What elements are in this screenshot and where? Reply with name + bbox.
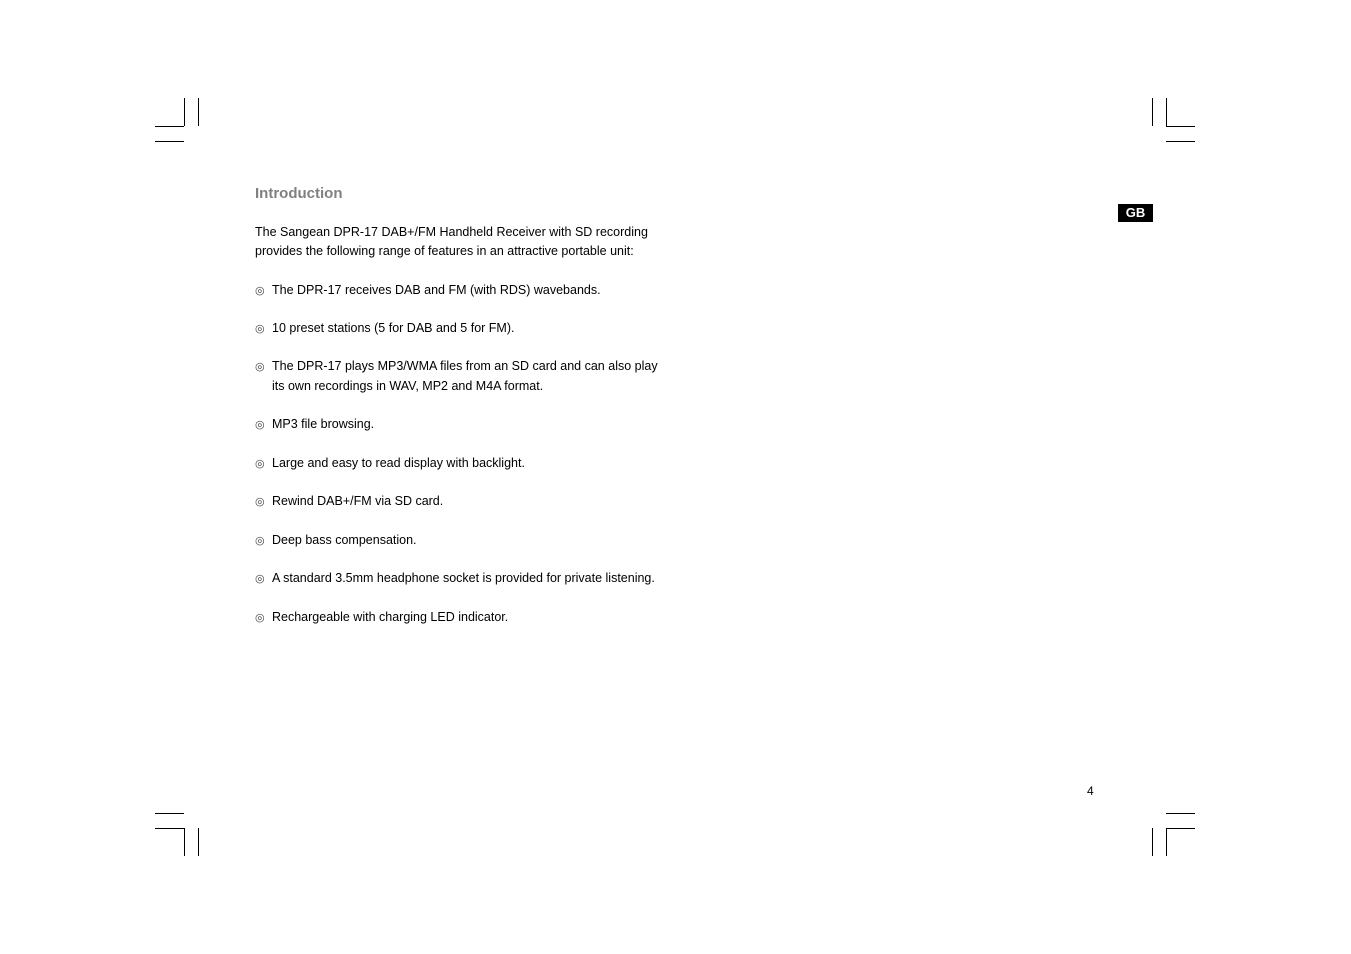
- crop-mark: [1166, 828, 1167, 856]
- crop-mark: [1166, 98, 1167, 126]
- double-circle-icon: ◎: [255, 535, 265, 547]
- feature-line: The DPR-17 receives DAB and FM (with RDS) wavebands.: [272, 283, 601, 297]
- feature-item: [255, 357, 658, 396]
- feature-line: Rewind DAB+/FM via SD card.: [272, 494, 444, 508]
- crop-mark: [155, 126, 184, 127]
- feature-line: The DPR-17 plays MP3/WMA files from an SD card and can also play: [272, 359, 658, 373]
- feature-item: [255, 492, 443, 513]
- crop-mark: [198, 98, 199, 126]
- double-circle-icon: ◎: [255, 361, 265, 373]
- feature-item: [255, 454, 525, 475]
- feature-text: [272, 319, 514, 339]
- feature-line: Large and easy to read display with backlight.: [272, 456, 525, 470]
- double-circle-icon: ◎: [255, 496, 265, 508]
- crop-mark: [155, 828, 184, 829]
- feature-item: [255, 415, 374, 436]
- feature-text: [272, 569, 655, 589]
- feature-line: Deep bass compensation.: [272, 533, 417, 547]
- crop-mark: [198, 828, 199, 856]
- feature-line: 10 preset stations (5 for DAB and 5 for FM).: [272, 321, 515, 335]
- section-title: Introduction: [255, 185, 343, 202]
- feature-text: [272, 454, 525, 474]
- feature-item: [255, 281, 601, 302]
- double-circle-icon: ◎: [255, 419, 265, 431]
- feature-text: [272, 357, 658, 396]
- feature-item: [255, 319, 514, 340]
- feature-text: [272, 608, 508, 628]
- double-circle-icon: ◎: [255, 285, 265, 297]
- crop-mark: [184, 828, 185, 856]
- feature-item: [255, 531, 417, 552]
- page-number: 4: [1087, 784, 1094, 798]
- feature-item: [255, 569, 655, 590]
- crop-mark: [155, 813, 184, 814]
- feature-line: MP3 file browsing.: [272, 417, 375, 431]
- double-circle-icon: ◎: [255, 612, 265, 624]
- crop-mark: [155, 141, 184, 142]
- feature-item: [255, 608, 508, 629]
- crop-mark: [1166, 141, 1195, 142]
- crop-mark: [1166, 813, 1195, 814]
- double-circle-icon: ◎: [255, 573, 265, 585]
- feature-line: A standard 3.5mm headphone socket is provided for private listening.: [272, 571, 655, 585]
- language-badge: GB: [1118, 204, 1153, 222]
- double-circle-icon: ◎: [255, 458, 265, 470]
- feature-text: [272, 281, 601, 301]
- intro-line: provides the following range of features in an attractive portable unit:: [255, 244, 634, 258]
- intro-line: The Sangean DPR-17 DAB+/FM Handheld Receiver with SD recording: [255, 225, 648, 239]
- crop-mark: [1166, 828, 1195, 829]
- crop-mark: [1152, 98, 1153, 126]
- crop-mark: [1166, 126, 1195, 127]
- feature-text: [272, 492, 443, 512]
- feature-line: its own recordings in WAV, MP2 and M4A format.: [272, 378, 544, 393]
- feature-line: Rechargeable with charging LED indicator.: [272, 610, 509, 624]
- crop-mark: [1152, 828, 1153, 856]
- feature-text: [272, 415, 374, 435]
- double-circle-icon: ◎: [255, 323, 265, 335]
- crop-mark: [184, 98, 185, 126]
- feature-text: [272, 531, 417, 551]
